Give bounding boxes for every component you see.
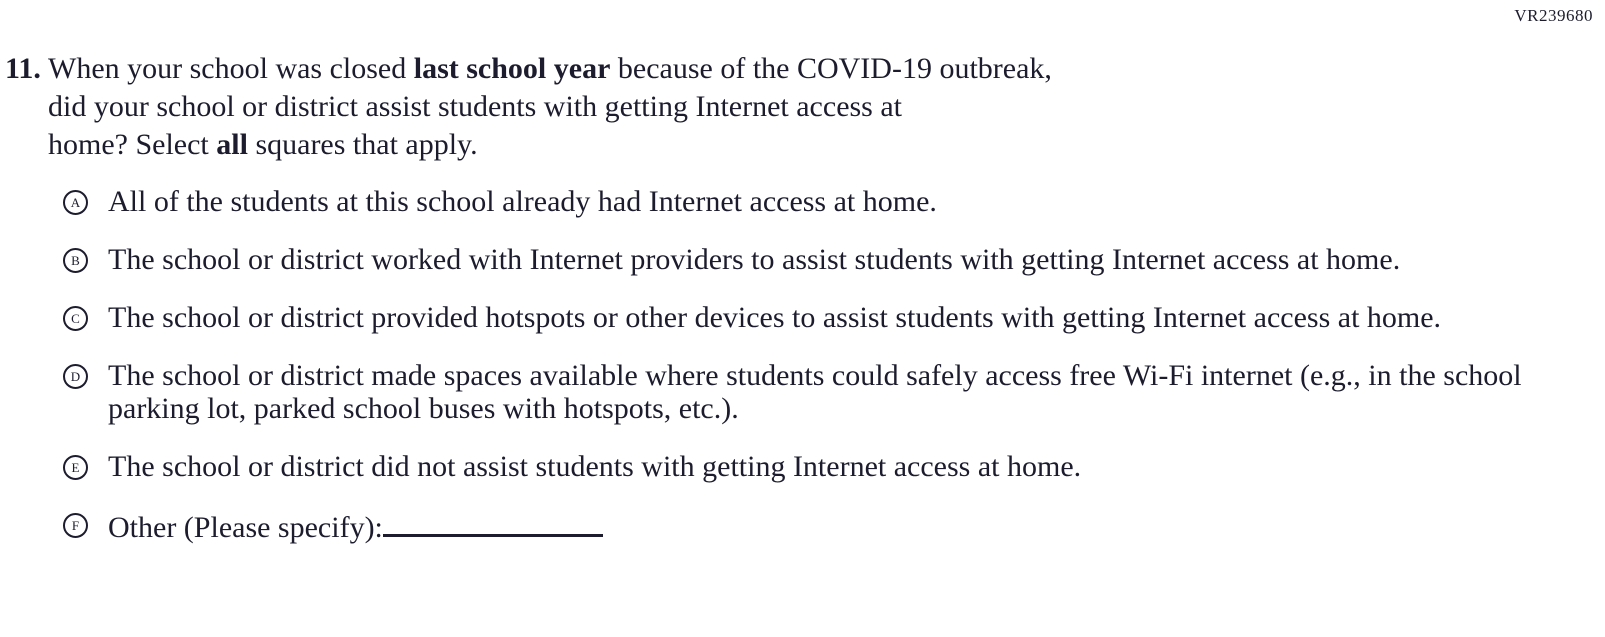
question-line-1-bold: last school year (413, 52, 611, 85)
option-bubble-d[interactable]: D (63, 364, 88, 389)
question-line-1-pre: When your school was closed (48, 52, 414, 85)
option-text-a: All of the students at this school already had Internet access at home. (108, 185, 937, 218)
question-text (48, 50, 1052, 164)
question-line-3-bold: all (216, 128, 248, 161)
question-number: 11. (5, 52, 41, 85)
question-line-1 (48, 50, 1052, 88)
option-row-a (63, 185, 1605, 218)
option-f-label: Other (Please specify): (108, 511, 383, 544)
option-row-f (63, 508, 1605, 544)
option-row-e (63, 450, 1605, 483)
option-bubble-c[interactable]: C (63, 306, 88, 331)
answer-options (63, 185, 1605, 544)
question-line-2: did your school or district assist students with getting Internet access at (48, 90, 903, 123)
option-bubble-e[interactable]: E (63, 455, 88, 480)
option-text-d: The school or district made spaces available where students could safely access free Wi-Fi internet (e.g., in the school parking lot, parked school buses with hotspots, etc.). (108, 359, 1522, 425)
question-line-1-post: because of the COVID-19 outbreak, (610, 52, 1052, 85)
other-specify-blank-field[interactable] (383, 508, 603, 537)
question-line-3-pre: home? Select (48, 128, 217, 161)
option-bubble-a[interactable]: A (63, 190, 88, 215)
option-text-b: The school or district worked with Internet providers to assist students with getting Internet access at home. (108, 243, 1401, 276)
option-bubble-f[interactable]: F (63, 513, 88, 538)
option-bubble-b[interactable]: B (63, 248, 88, 273)
question-line-3 (48, 126, 1052, 164)
option-text-f (108, 508, 603, 544)
question-line-3-post: squares that apply. (247, 128, 478, 161)
form-code: VR239680 (1514, 6, 1593, 25)
option-text-e: The school or district did not assist students with getting Internet access at home. (108, 450, 1082, 483)
option-row-b (63, 243, 1605, 276)
option-row-d (63, 359, 1605, 425)
question-block (0, 0, 1605, 164)
option-text-c: The school or district provided hotspots or other devices to assist students with getting Internet access at home. (108, 301, 1442, 334)
option-row-c (63, 301, 1605, 334)
